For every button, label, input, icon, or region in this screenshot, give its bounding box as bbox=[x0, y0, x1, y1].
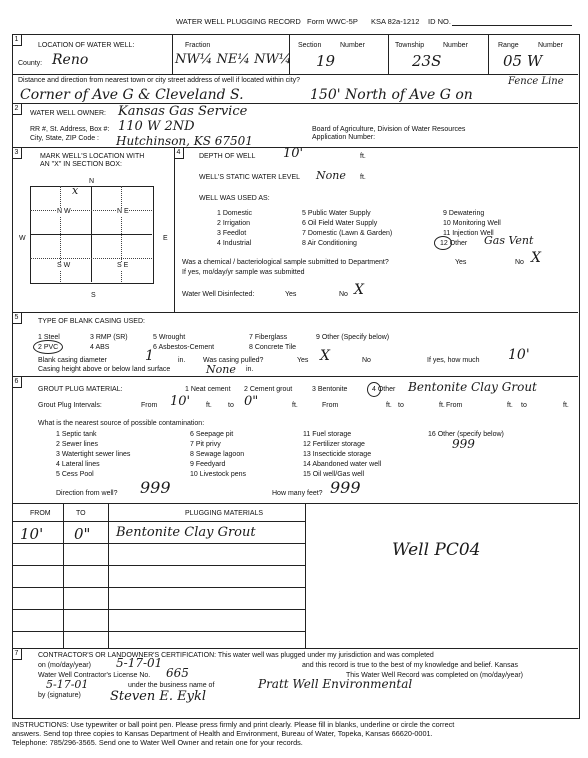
ft-label: ft. bbox=[206, 402, 212, 409]
to-value[interactable]: 0" bbox=[244, 394, 259, 409]
disinfected-yes[interactable]: Yes bbox=[285, 291, 297, 298]
source-item[interactable]: 15 Oil well/Gas well bbox=[303, 471, 365, 478]
license-label: Water Well Contractor's License No. bbox=[38, 672, 151, 679]
chem-yes[interactable]: Yes bbox=[455, 259, 467, 266]
section-4-number: 4 bbox=[174, 147, 184, 159]
source-item[interactable]: 4 Lateral lines bbox=[56, 461, 100, 468]
disinfected-answer[interactable]: X bbox=[354, 282, 364, 298]
board-label: Board of Agriculture, Division of Water Resources bbox=[312, 126, 466, 133]
table-col-line bbox=[305, 503, 306, 648]
source-item[interactable]: 8 Sewage lagoon bbox=[190, 451, 245, 458]
casing-item[interactable]: 2 PVC bbox=[38, 344, 59, 351]
record-date[interactable]: 5-17-01 bbox=[46, 678, 89, 691]
from-label: From bbox=[141, 402, 158, 409]
chem-no[interactable]: No bbox=[515, 259, 524, 266]
ft-label: ft. bbox=[507, 402, 513, 409]
source-item[interactable]: 16 Other (specify below) bbox=[428, 431, 504, 438]
height-unit: in. bbox=[246, 366, 254, 373]
use-item-other[interactable]: 12 Other bbox=[440, 240, 468, 247]
table-col-line bbox=[108, 503, 109, 648]
pulled-label: Was casing pulled? bbox=[203, 357, 264, 364]
city-value[interactable]: Hutchinson, KS 67501 bbox=[116, 134, 253, 148]
static-label: WELL'S STATIC WATER LEVEL bbox=[199, 174, 301, 181]
certification-date[interactable]: 5-17-01 bbox=[116, 656, 163, 670]
grout-other-value[interactable]: Bentonite Clay Grout bbox=[408, 380, 537, 394]
section-3-number: 3 bbox=[12, 147, 22, 159]
certification-date-label: on (mo/day/year) bbox=[38, 662, 91, 669]
use-item[interactable]: 2 Irrigation bbox=[217, 220, 251, 227]
north-label: N bbox=[89, 178, 95, 185]
use-item[interactable]: 10 Monitoring Well bbox=[443, 220, 501, 227]
selection-circle bbox=[434, 236, 452, 250]
pulled-answer[interactable]: X bbox=[320, 348, 330, 364]
section-label: Section bbox=[298, 42, 322, 49]
divider bbox=[172, 34, 173, 74]
source-item[interactable]: 1 Septic tank bbox=[56, 431, 97, 438]
table-row-material[interactable]: Bentonite Clay Grout bbox=[116, 525, 256, 540]
divider bbox=[12, 74, 578, 75]
depth-label: DEPTH OF WELL bbox=[199, 153, 256, 160]
height-label: Casing height above or below land surface bbox=[38, 366, 171, 373]
to-label: to bbox=[521, 402, 527, 409]
casing-item[interactable]: 8 Concrete Tile bbox=[249, 344, 297, 351]
east-label: E bbox=[163, 235, 168, 242]
township-value[interactable]: 23S bbox=[412, 52, 442, 70]
range-number-label: Number bbox=[538, 42, 563, 49]
section-2-number: 2 bbox=[12, 103, 22, 115]
distance-handwriting-2[interactable]: 150' North of Ave G on bbox=[310, 87, 473, 103]
source-item[interactable]: 2 Sewer lines bbox=[56, 441, 99, 448]
howmany-value[interactable]: 999 bbox=[330, 478, 361, 497]
casing-item[interactable]: 9 Other (Specify below) bbox=[316, 334, 390, 341]
use-item[interactable]: 9 Dewatering bbox=[443, 210, 485, 217]
disinfected-no[interactable]: No bbox=[339, 291, 348, 298]
table-header-to: TO bbox=[76, 510, 86, 517]
well-location-mark[interactable]: x bbox=[72, 184, 79, 197]
distance-label: Distance and direction from nearest town or city street address of well if located within city? bbox=[18, 77, 301, 84]
divider bbox=[12, 376, 578, 377]
depth-unit: ft. bbox=[360, 153, 366, 160]
pulled-no[interactable]: No bbox=[362, 357, 371, 364]
fraction-value[interactable]: NW¼ NE¼ NW¼ bbox=[175, 52, 292, 67]
id-field[interactable] bbox=[452, 25, 572, 26]
use-item[interactable]: 1 Domestic bbox=[217, 210, 253, 217]
se-label: S E bbox=[117, 262, 129, 269]
table-row-line bbox=[12, 565, 305, 566]
table-row-line bbox=[12, 631, 305, 632]
static-unit: ft. bbox=[360, 174, 366, 181]
county-label: County: bbox=[18, 60, 43, 67]
quarter-line bbox=[30, 210, 152, 211]
ft-label: ft. bbox=[439, 402, 445, 409]
address-label: RR #, St. Address, Box #: bbox=[30, 126, 110, 133]
use-item[interactable]: 4 Industrial bbox=[217, 240, 252, 247]
section-5-number: 5 bbox=[12, 312, 22, 324]
table-row-line bbox=[12, 609, 305, 610]
location-label: LOCATION OF WATER WELL: bbox=[38, 42, 135, 49]
mark-label-2: AN "X" IN SECTION BOX: bbox=[40, 161, 122, 168]
form-title: WATER WELL PLUGGING RECORD bbox=[176, 17, 301, 26]
business-label: under the business name of bbox=[128, 682, 215, 689]
instructions-line-1: INSTRUCTIONS: Use typewriter or ball point pen. Please press firmly and print clearly. Please fill in blanks, underline or circle the correct bbox=[12, 720, 455, 729]
grout-material[interactable]: 3 Bentonite bbox=[312, 386, 348, 393]
table-header-materials: PLUGGING MATERIALS bbox=[185, 510, 264, 517]
from-label: From bbox=[322, 402, 339, 409]
howmany-label: How many feet? bbox=[272, 490, 323, 497]
license-value[interactable]: 665 bbox=[166, 666, 189, 680]
source-item[interactable]: 7 Pit privy bbox=[190, 441, 221, 448]
intervals-label: Grout Plug Intervals: bbox=[38, 402, 102, 409]
table-row-to[interactable]: 0" bbox=[74, 525, 91, 543]
nw-label: N W bbox=[57, 208, 71, 215]
use-item[interactable]: 5 Public Water Supply bbox=[302, 210, 371, 217]
distance-handwriting-1[interactable]: Corner of Ave G & Cleveland S. bbox=[20, 87, 244, 103]
static-value[interactable]: None bbox=[316, 169, 346, 182]
divider bbox=[388, 34, 389, 74]
diameter-label: Blank casing diameter bbox=[38, 357, 107, 364]
use-item[interactable]: 3 Feedlot bbox=[217, 230, 247, 237]
grout-material-other[interactable]: 4 Other bbox=[372, 386, 396, 393]
source-item[interactable]: 3 Watertight sewer lines bbox=[56, 451, 131, 458]
business-value[interactable]: Pratt Well Environmental bbox=[258, 677, 413, 691]
township-number-label: Number bbox=[443, 42, 468, 49]
section-value[interactable]: 19 bbox=[316, 52, 336, 70]
divider bbox=[12, 648, 578, 649]
used-label: WELL WAS USED AS: bbox=[199, 195, 270, 202]
west-label: W bbox=[19, 235, 26, 242]
mark-label: MARK WELL'S LOCATION WITH bbox=[40, 153, 145, 160]
selection-circle bbox=[33, 340, 63, 354]
section-6-number: 6 bbox=[12, 376, 22, 388]
source-item[interactable]: 14 Abandoned water well bbox=[303, 461, 382, 468]
casing-item[interactable]: 4 ABS bbox=[90, 344, 110, 351]
signature-label: by (signature) bbox=[38, 692, 81, 699]
table-header-from: FROM bbox=[30, 510, 51, 517]
instructions-line-3: Telephone: 785/296-3565. Send one to Water Well Owner and retain one for your records. bbox=[12, 738, 303, 747]
casing-item[interactable]: 1 Steel bbox=[38, 334, 60, 341]
disinfected-label: Water Well Disinfected: bbox=[182, 291, 255, 298]
to-label: to bbox=[398, 402, 404, 409]
divider bbox=[488, 34, 489, 74]
use-other-value[interactable]: Gas Vent bbox=[484, 234, 534, 247]
divider bbox=[12, 103, 578, 104]
section-1-number: 1 bbox=[12, 34, 22, 46]
table-row-line bbox=[12, 543, 305, 544]
certification-line-2: and this record is true to the best of my knowledge and belief. Kansas bbox=[302, 662, 518, 669]
casing-item[interactable]: 3 RMP (SR) bbox=[90, 334, 128, 341]
owner-label: WATER WELL OWNER: bbox=[30, 110, 106, 117]
instructions-line-2: answers. Send top three copies to Kansas Department of Health and Environment, Bureau of Water, Topeka, Kansas 66620-0001. bbox=[12, 729, 433, 738]
id-label: ID NO. bbox=[428, 17, 451, 26]
divider bbox=[174, 147, 175, 312]
contamination-label: What is the nearest source of possible contamination: bbox=[38, 420, 205, 427]
section-box[interactable] bbox=[30, 186, 154, 284]
howmuch-value[interactable]: 10' bbox=[508, 347, 530, 363]
address-value[interactable]: 110 W 2ND bbox=[118, 119, 195, 134]
chem-answer[interactable]: X bbox=[531, 250, 541, 266]
table-row-line bbox=[12, 587, 305, 588]
use-item[interactable]: 11 Injection Well bbox=[443, 230, 494, 237]
chem-date-label: If yes, mo/day/yr sample was submitted bbox=[182, 269, 305, 276]
source-item[interactable]: 12 Fertilizer storage bbox=[303, 441, 365, 448]
table-col-line bbox=[63, 503, 64, 648]
casing-type-label: TYPE OF BLANK CASING USED: bbox=[38, 318, 145, 325]
range-value[interactable]: 05 W bbox=[503, 52, 543, 70]
from-value[interactable]: 10' bbox=[170, 394, 191, 409]
source-item[interactable]: 11 Fuel storage bbox=[303, 431, 352, 438]
source-item[interactable]: 10 Livestock pens bbox=[190, 471, 247, 478]
depth-value[interactable]: 10' bbox=[283, 146, 304, 161]
fraction-label: Fraction bbox=[185, 42, 211, 49]
quarter-line bbox=[30, 258, 152, 259]
grout-label: GROUT PLUG MATERIAL: bbox=[38, 386, 123, 393]
table-row-line bbox=[12, 521, 305, 522]
source-item[interactable]: 9 Feedyard bbox=[190, 461, 226, 468]
divider bbox=[12, 312, 578, 313]
casing-item[interactable]: 6 Asbestos-Cement bbox=[153, 344, 215, 351]
source-item[interactable]: 6 Seepage pit bbox=[190, 431, 234, 438]
to-label: to bbox=[228, 402, 234, 409]
city-label: City, State, ZIP Code : bbox=[30, 135, 99, 142]
sw-label: S W bbox=[57, 262, 71, 269]
range-label: Range bbox=[498, 42, 519, 49]
source-other-value[interactable]: 999 bbox=[452, 437, 475, 451]
distance-handwriting-3[interactable]: Fence Line bbox=[508, 76, 564, 87]
direction-label: Direction from well? bbox=[56, 490, 118, 497]
section-number-label: Number bbox=[340, 42, 365, 49]
height-value[interactable]: None bbox=[206, 363, 236, 376]
use-item[interactable]: 6 Oil Field Water Supply bbox=[302, 220, 378, 227]
ft-label: ft. bbox=[563, 402, 569, 409]
section-7-number: 7 bbox=[12, 648, 22, 660]
owner-value[interactable]: Kansas Gas Service bbox=[118, 104, 248, 119]
ft-label: ft. bbox=[292, 402, 298, 409]
pulled-yes[interactable]: Yes bbox=[297, 357, 309, 364]
township-label: Township bbox=[395, 42, 425, 49]
completed-label: This Water Well Record was completed on (mo/day/year) bbox=[346, 672, 524, 679]
grout-material[interactable]: 1 Neat cement bbox=[185, 386, 231, 393]
use-item[interactable]: 8 Air Conditioning bbox=[302, 240, 357, 247]
chem-question: Was a chemical / bacteriological sample submitted to Department? bbox=[182, 259, 389, 266]
howmuch-label: If yes, how much bbox=[427, 357, 480, 364]
ksa-reference: KSA 82a-1212 bbox=[371, 17, 420, 26]
signature[interactable]: Steven E. Eykl bbox=[110, 689, 206, 704]
diameter-value[interactable]: 1 bbox=[145, 348, 154, 364]
south-label: S bbox=[91, 292, 96, 299]
county-value[interactable]: Reno bbox=[52, 52, 89, 68]
direction-value[interactable]: 999 bbox=[140, 478, 171, 497]
form-number: Form WWC-5P bbox=[307, 17, 358, 26]
application-label: Application Number: bbox=[312, 134, 376, 141]
table-row-from[interactable]: 10' bbox=[20, 525, 44, 543]
casing-item[interactable]: 7 Fiberglass bbox=[249, 334, 288, 341]
selection-circle bbox=[367, 382, 381, 397]
diameter-unit: in. bbox=[178, 357, 186, 364]
ft-label: ft. bbox=[386, 402, 392, 409]
source-item[interactable]: 5 Cess Pool bbox=[56, 471, 94, 478]
section-box-divider bbox=[30, 234, 152, 235]
well-note[interactable]: Well PC04 bbox=[392, 540, 481, 560]
use-item[interactable]: 7 Domestic (Lawn & Garden) bbox=[302, 230, 393, 237]
source-item[interactable]: 13 Insecticide storage bbox=[303, 451, 372, 458]
grout-material[interactable]: 2 Cement grout bbox=[244, 386, 293, 393]
from-label: From bbox=[446, 402, 463, 409]
certification-line-1: CONTRACTOR'S OR LANDOWNER'S CERTIFICATION: This water well was plugged under my jurisdiction and was completed bbox=[38, 652, 434, 659]
divider bbox=[12, 503, 578, 504]
ne-label: N E bbox=[117, 208, 129, 215]
casing-item[interactable]: 5 Wrought bbox=[153, 334, 186, 341]
